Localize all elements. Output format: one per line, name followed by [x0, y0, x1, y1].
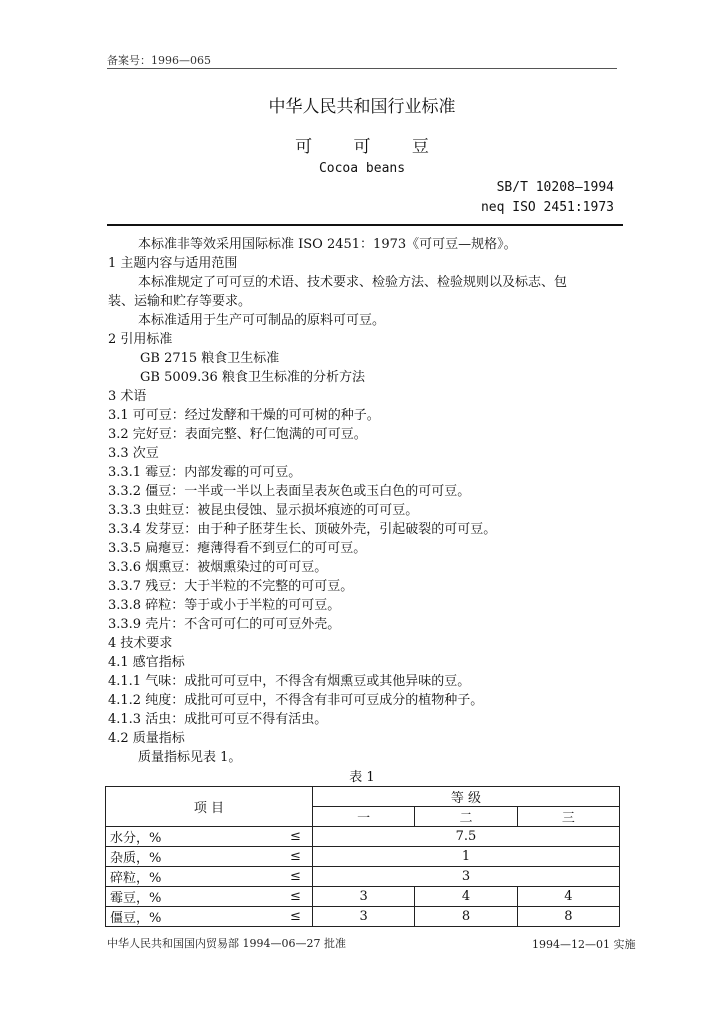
- body-line: 本标准规定了可可豆的术语、技术要求、检验方法、检验规则以及标志、包: [138, 275, 568, 290]
- table-row: [106, 847, 620, 867]
- body-line: 3.1 可可豆：经过发酵和干燥的可可树的种子。: [108, 408, 380, 423]
- row-item: 霉豆，%: [106, 887, 280, 907]
- item-header: 项 目: [106, 787, 313, 827]
- grade-3: 三: [517, 807, 619, 827]
- body-line: 4.1.2 纯度：成批可可豆中，不得含有非可可豆成分的植物种子。: [108, 693, 484, 708]
- table-row: [106, 867, 620, 887]
- body-line: 3 术语: [108, 389, 147, 404]
- row-operator: ≤: [279, 887, 313, 907]
- row-operator: ≤: [279, 867, 313, 887]
- standard-code: SB/T 10208—1994: [496, 180, 614, 195]
- body-line: 3.3.9 壳片：不含可可仁的可可豆外壳。: [108, 617, 341, 632]
- row-item: 水分，%: [106, 827, 280, 847]
- body-line: 4.2 质量指标: [108, 731, 185, 746]
- row-value-grade-1: 3: [313, 887, 415, 907]
- row-item: 碎粒，%: [106, 867, 280, 887]
- equivalence-code: neq ISO 2451:1973: [480, 200, 614, 215]
- row-value-grade-3: 4: [517, 887, 619, 907]
- approval-note: 中华人民共和国国内贸易部 1994—06—27 批准: [107, 937, 346, 950]
- row-operator: ≤: [279, 907, 313, 927]
- row-operator: ≤: [279, 827, 313, 847]
- row-value: 1: [313, 847, 620, 867]
- body-line: 质量指标见表 1。: [138, 750, 242, 765]
- table-caption: 表 1: [349, 770, 375, 785]
- standard-title: 中华人民共和国行业标准: [268, 97, 456, 117]
- body-line: 4.1.1 气味：成批可可豆中，不得含有烟熏豆或其他异味的豆。: [108, 674, 471, 689]
- body-line: 3.3.4 发芽豆：由于种子胚芽生长、顶破外壳，引起破裂的可可豆。: [108, 522, 497, 537]
- grade-2: 二: [415, 807, 517, 827]
- body-line: 3.3.7 残豆：大于半粒的不完整的可可豆。: [108, 579, 354, 594]
- body-line: 本标准适用于生产可可制品的原料可可豆。: [138, 313, 386, 328]
- body-line: 3.3.6 烟熏豆：被烟熏染过的可可豆。: [108, 560, 328, 575]
- quality-table: [105, 786, 620, 927]
- row-value-grade-2: 8: [415, 907, 517, 927]
- body-line: 3.3.2 僵豆：一半或一半以上表面呈表灰色或玉白色的可可豆。: [108, 484, 471, 499]
- title-rule: [107, 224, 623, 226]
- row-value: 7.5: [313, 827, 620, 847]
- body-line: 本标准非等效采用国际标准 ISO 2451：1973《可可豆—规格》。: [138, 237, 517, 252]
- body-line: 4 技术要求: [108, 636, 173, 651]
- body-line: 3.3.5 扁瘪豆：瘪薄得看不到豆仁的可可豆。: [108, 541, 367, 556]
- body-line: GB 2715 粮食卫生标准: [140, 351, 280, 366]
- row-item: 杂质，%: [106, 847, 280, 867]
- filing-number: 备案号：1996—065: [107, 54, 211, 67]
- body-line: GB 5009.36 粮食卫生标准的分析方法: [140, 370, 365, 385]
- header-rule: [107, 68, 617, 69]
- row-value-grade-1: 3: [313, 907, 415, 927]
- body-line: 2 引用标准: [108, 332, 173, 347]
- document-title: 可 可 豆: [295, 137, 447, 157]
- body-line: 3.3 次豆: [108, 446, 159, 461]
- body-line: 3.3.1 霉豆：内部发霉的可可豆。: [108, 465, 302, 480]
- body-line: 3.3.8 碎粒：等于或小于半粒的可可豆。: [108, 598, 341, 613]
- body-line: 1 主题内容与适用范围: [108, 256, 238, 271]
- body-line: 装、运输和贮存等要求。: [108, 294, 252, 309]
- grade-header: 等 级: [313, 787, 620, 807]
- body-line: 3.2 完好豆：表面完整、籽仁饱满的可可豆。: [108, 427, 367, 442]
- body-text: [108, 235, 620, 767]
- table-row: [106, 887, 620, 907]
- table-header-row: [106, 787, 620, 807]
- implementation-date: 1994—12—01 实施: [532, 938, 636, 951]
- row-item: 僵豆，%: [106, 907, 280, 927]
- row-value: 3: [313, 867, 620, 887]
- document-title-english: Cocoa beans: [318, 161, 406, 176]
- row-operator: ≤: [279, 847, 313, 867]
- row-value-grade-3: 8: [517, 907, 619, 927]
- row-value-grade-2: 4: [415, 887, 517, 907]
- table-row: [106, 827, 620, 847]
- body-line: 3.3.3 虫蛀豆：被昆虫侵蚀、显示损坏痕迹的可可豆。: [108, 503, 419, 518]
- table-row: [106, 907, 620, 927]
- body-line: 4.1.3 活虫：成批可可豆不得有活虫。: [108, 712, 328, 727]
- body-line: 4.1 感官指标: [108, 655, 185, 670]
- grade-1: 一: [313, 807, 415, 827]
